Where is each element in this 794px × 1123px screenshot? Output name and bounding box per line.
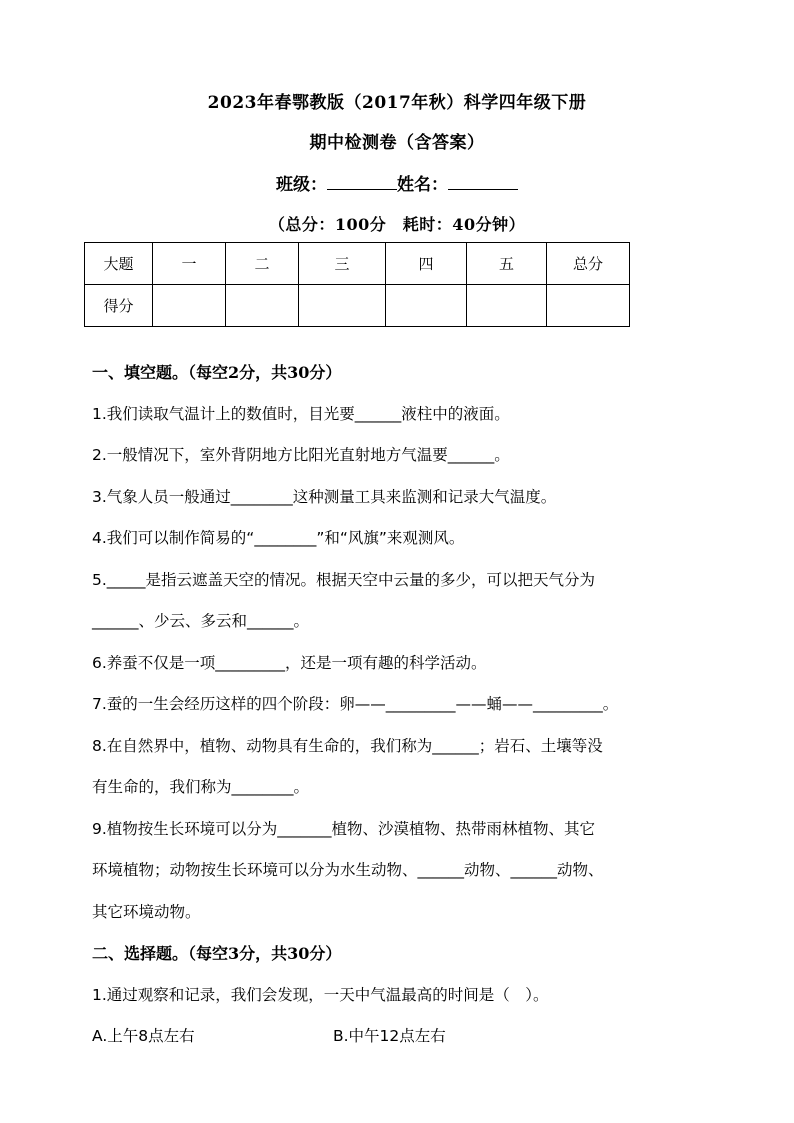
question-5-line-2: ______、少云、多云和______。 bbox=[92, 612, 310, 630]
choice-question-1: 1.通过观察和记录，我们会发现，一天中气温最高的时间是（ ）。 bbox=[92, 986, 549, 1004]
score-cell bbox=[226, 285, 299, 327]
question-1: 1.我们读取气温计上的数值时，目光要______液柱中的液面。 bbox=[92, 405, 510, 423]
score-cell bbox=[153, 285, 226, 327]
section-choice-title: 二、选择题。（每空3分，共30分） bbox=[92, 944, 342, 963]
score-header-cell: 三 bbox=[299, 243, 386, 285]
score-cell bbox=[386, 285, 467, 327]
question-8-line-2: 有生命的，我们称为________。 bbox=[92, 778, 310, 796]
question-6: 6.养蚕不仅是一项_________，还是一项有趣的科学活动。 bbox=[92, 654, 487, 672]
score-cell bbox=[467, 285, 547, 327]
score-header-cell: 二 bbox=[226, 243, 299, 285]
score-header-cell: 一 bbox=[153, 243, 226, 285]
question-5-line-1: 5._____是指云遮盖天空的情况。根据天空中云量的多少，可以把天气分为 bbox=[92, 571, 596, 589]
exam-meta: （总分：100分 耗时：40分钟） bbox=[268, 215, 526, 234]
question-2: 2.一般情况下，室外背阴地方比阳光直射地方气温要______。 bbox=[92, 446, 510, 464]
score-header-row bbox=[85, 243, 630, 285]
question-9-line-3: 其它环境动物。 bbox=[92, 903, 201, 921]
question-9-line-2: 环境植物；动物按生长环境可以分为水生动物、______动物、______动物、 bbox=[92, 861, 604, 879]
question-8-line-1: 8.在自然界中，植物、动物具有生命的，我们称为______；岩石、土壤等没 bbox=[92, 737, 603, 755]
question-3: 3.气象人员一般通过________这种测量工具来监测和记录大气温度。 bbox=[92, 488, 557, 506]
score-cell bbox=[299, 285, 386, 327]
name-blank bbox=[448, 171, 518, 190]
class-label: 班级： bbox=[276, 175, 327, 195]
doc-subtitle: 期中检测卷（含答案） bbox=[309, 133, 485, 153]
name-bar bbox=[0, 170, 794, 195]
class-blank bbox=[327, 171, 397, 190]
score-header-cell: 大题 bbox=[85, 243, 153, 285]
score-header-cell: 总分 bbox=[547, 243, 630, 285]
score-header-cell: 五 bbox=[467, 243, 547, 285]
question-9-line-1: 9.植物按生长环境可以分为_______植物、沙漠植物、热带雨林植物、其它 bbox=[92, 820, 596, 838]
score-cell bbox=[547, 285, 630, 327]
choice-1-option-b: B.中午12点左右 bbox=[333, 1027, 446, 1045]
doc-title: 2023年春鄂教版（2017年秋）科学四年级下册 bbox=[207, 93, 587, 113]
score-row bbox=[85, 285, 630, 327]
question-4: 4.我们可以制作简易的“________”和“风旗”来观测风。 bbox=[92, 529, 465, 547]
section-fill-in-title: 一、填空题。（每空2分，共30分） bbox=[92, 363, 342, 382]
choice-1-option-a: A.上午8点左右 bbox=[92, 1027, 195, 1045]
name-label: 姓名： bbox=[397, 175, 448, 195]
score-row-label: 得分 bbox=[85, 285, 153, 327]
score-table bbox=[84, 242, 630, 327]
score-header-cell: 四 bbox=[386, 243, 467, 285]
question-7: 7.蚕的一生会经历这样的四个阶段：卵——_________——蛹——_________。 bbox=[92, 695, 619, 713]
